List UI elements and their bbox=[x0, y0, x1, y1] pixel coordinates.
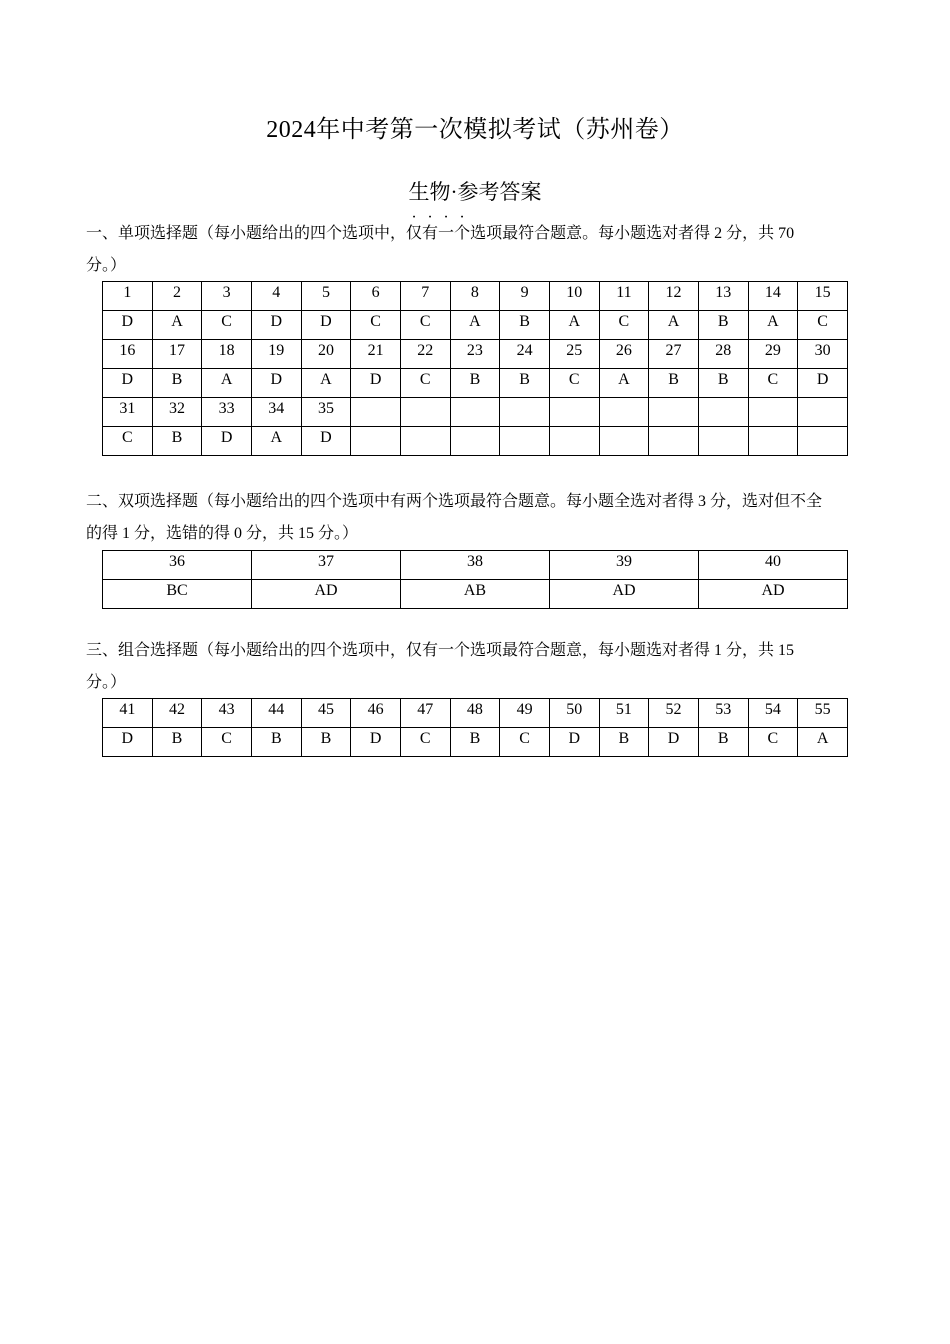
answer-cell: C bbox=[351, 311, 401, 340]
page-title: 2024年中考第一次模拟考试（苏州卷） bbox=[266, 117, 684, 143]
question-number-cell: 5 bbox=[301, 282, 351, 311]
question-number-cell: 31 bbox=[103, 398, 153, 427]
answer-cell: D bbox=[103, 369, 153, 398]
answer-cell: C bbox=[202, 311, 252, 340]
answer-cell: D bbox=[251, 311, 301, 340]
question-number-cell: 54 bbox=[748, 699, 798, 728]
question-number-cell: 23 bbox=[450, 340, 500, 369]
table-row bbox=[103, 311, 848, 340]
answer-cell: D bbox=[251, 369, 301, 398]
table-row bbox=[103, 551, 848, 580]
answer-cell: A bbox=[748, 311, 798, 340]
answer-cell: B bbox=[450, 369, 500, 398]
section-1-line-1: 一、单项选择题（每小题给出的四个选项中，仅有一个选项最符合题意。每小题选对者得 2 分，共 70 bbox=[86, 225, 795, 242]
question-number-cell bbox=[649, 398, 699, 427]
answer-cell: B bbox=[698, 311, 748, 340]
question-number-cell: 9 bbox=[500, 282, 550, 311]
answer-cell bbox=[549, 427, 599, 456]
answer-cell: D bbox=[798, 369, 848, 398]
question-number-cell: 49 bbox=[500, 699, 550, 728]
question-number-cell: 42 bbox=[152, 699, 202, 728]
question-number-cell: 45 bbox=[301, 699, 351, 728]
question-number-cell: 44 bbox=[251, 699, 301, 728]
answer-table-combination-choice bbox=[102, 698, 848, 757]
emphasis-char: 一 bbox=[438, 225, 455, 242]
answer-cell: B bbox=[500, 369, 550, 398]
answer-cell bbox=[351, 427, 401, 456]
answer-cell: AD bbox=[252, 580, 401, 609]
question-number-cell bbox=[450, 398, 500, 427]
answer-cell: D bbox=[351, 369, 401, 398]
section-2-instructions bbox=[86, 486, 876, 550]
question-number-cell: 53 bbox=[698, 699, 748, 728]
answer-cell: C bbox=[549, 369, 599, 398]
section-3-instructions bbox=[86, 635, 876, 699]
question-number-cell: 15 bbox=[798, 282, 848, 311]
section-2-line-2: 的得 1 分，选错的得 0 分，共 15 分。） bbox=[86, 525, 359, 542]
table-row bbox=[103, 340, 848, 369]
question-number-cell: 43 bbox=[202, 699, 252, 728]
question-number-cell: 37 bbox=[252, 551, 401, 580]
question-number-cell: 28 bbox=[698, 340, 748, 369]
answer-cell: C bbox=[748, 369, 798, 398]
question-number-cell: 32 bbox=[152, 398, 202, 427]
question-number-cell: 39 bbox=[550, 551, 699, 580]
answer-table-double-choice bbox=[102, 550, 848, 609]
emphasis-char: 仅 bbox=[406, 225, 423, 242]
question-number-cell: 1 bbox=[103, 282, 153, 311]
answer-cell: A bbox=[549, 311, 599, 340]
answer-cell: AD bbox=[699, 580, 848, 609]
answer-cell: B bbox=[698, 728, 748, 757]
table-row bbox=[103, 580, 848, 609]
answer-cell: D bbox=[103, 311, 153, 340]
answer-cell bbox=[798, 427, 848, 456]
answer-cell: D bbox=[301, 427, 351, 456]
question-number-cell: 41 bbox=[103, 699, 153, 728]
question-number-cell: 52 bbox=[649, 699, 699, 728]
emphasis-char: 个 bbox=[454, 225, 471, 242]
table-row bbox=[103, 427, 848, 456]
question-number-cell: 18 bbox=[202, 340, 252, 369]
section-3-line-2: 分。） bbox=[86, 674, 127, 691]
question-number-cell: 46 bbox=[351, 699, 401, 728]
answer-cell: C bbox=[748, 728, 798, 757]
question-number-cell: 25 bbox=[549, 340, 599, 369]
answer-cell bbox=[599, 427, 649, 456]
answer-cell: B bbox=[500, 311, 550, 340]
section-1-line-2: 分。） bbox=[86, 257, 127, 274]
question-number-cell: 2 bbox=[152, 282, 202, 311]
question-number-cell: 24 bbox=[500, 340, 550, 369]
answer-cell: B bbox=[649, 369, 699, 398]
answer-cell: B bbox=[152, 728, 202, 757]
question-number-cell: 38 bbox=[401, 551, 550, 580]
question-number-cell bbox=[549, 398, 599, 427]
question-number-cell: 20 bbox=[301, 340, 351, 369]
question-number-cell: 36 bbox=[103, 551, 252, 580]
question-number-cell bbox=[351, 398, 401, 427]
answer-cell: D bbox=[549, 728, 599, 757]
answer-cell: A bbox=[301, 369, 351, 398]
question-number-cell: 26 bbox=[599, 340, 649, 369]
answer-table-single-choice bbox=[102, 281, 848, 456]
question-number-cell: 14 bbox=[748, 282, 798, 311]
question-number-cell: 34 bbox=[251, 398, 301, 427]
question-number-cell: 35 bbox=[301, 398, 351, 427]
answer-cell: C bbox=[599, 311, 649, 340]
table-row bbox=[103, 728, 848, 757]
question-number-cell: 3 bbox=[202, 282, 252, 311]
question-number-cell: 48 bbox=[450, 699, 500, 728]
question-number-cell bbox=[599, 398, 649, 427]
question-number-cell bbox=[748, 398, 798, 427]
question-number-cell: 33 bbox=[202, 398, 252, 427]
answer-cell: A bbox=[450, 311, 500, 340]
question-number-cell: 12 bbox=[649, 282, 699, 311]
answer-cell bbox=[649, 427, 699, 456]
answer-cell bbox=[400, 427, 450, 456]
answer-cell: D bbox=[351, 728, 401, 757]
answer-cell: D bbox=[202, 427, 252, 456]
question-number-cell: 16 bbox=[103, 340, 153, 369]
question-number-cell: 50 bbox=[549, 699, 599, 728]
answer-cell: B bbox=[698, 369, 748, 398]
section-3-line-1: 三、组合选择题（每小题给出的四个选项中，仅有一个选项最符合题意，每小题选对者得 1 分，共 15 bbox=[86, 642, 795, 659]
answer-cell: A bbox=[798, 728, 848, 757]
answer-cell bbox=[748, 427, 798, 456]
table-row bbox=[103, 398, 848, 427]
answer-cell: D bbox=[649, 728, 699, 757]
question-number-cell: 6 bbox=[351, 282, 401, 311]
question-number-cell: 11 bbox=[599, 282, 649, 311]
question-number-cell: 27 bbox=[649, 340, 699, 369]
answer-cell: C bbox=[798, 311, 848, 340]
answer-cell: B bbox=[152, 427, 202, 456]
answer-cell bbox=[500, 427, 550, 456]
question-number-cell: 40 bbox=[699, 551, 848, 580]
question-number-cell: 29 bbox=[748, 340, 798, 369]
question-number-cell: 7 bbox=[400, 282, 450, 311]
question-number-cell bbox=[798, 398, 848, 427]
answer-cell: B bbox=[301, 728, 351, 757]
answer-cell: A bbox=[152, 311, 202, 340]
answer-cell: C bbox=[400, 728, 450, 757]
table-row bbox=[103, 282, 848, 311]
answer-cell: B bbox=[152, 369, 202, 398]
section-2-line-1: 二、双项选择题（每小题给出的四个选项中有两个选项最符合题意。每小题全选对者得 3 分，选对但不全 bbox=[86, 493, 823, 510]
answer-cell: D bbox=[301, 311, 351, 340]
answer-cell: A bbox=[251, 427, 301, 456]
answer-cell: B bbox=[251, 728, 301, 757]
answer-cell: C bbox=[500, 728, 550, 757]
question-number-cell: 47 bbox=[400, 699, 450, 728]
answer-cell: C bbox=[103, 427, 153, 456]
answer-cell: D bbox=[103, 728, 153, 757]
answer-cell bbox=[698, 427, 748, 456]
question-number-cell: 17 bbox=[152, 340, 202, 369]
answer-cell: AB bbox=[401, 580, 550, 609]
answer-cell: C bbox=[400, 311, 450, 340]
page-subtitle: 生物·参考答案 bbox=[408, 180, 542, 204]
answer-cell: A bbox=[649, 311, 699, 340]
section-1-instructions bbox=[86, 218, 876, 282]
question-number-cell: 51 bbox=[599, 699, 649, 728]
question-number-cell bbox=[400, 398, 450, 427]
question-number-cell bbox=[698, 398, 748, 427]
answer-cell: A bbox=[599, 369, 649, 398]
question-number-cell: 19 bbox=[251, 340, 301, 369]
answer-cell: C bbox=[202, 728, 252, 757]
emphasis-char: 有 bbox=[422, 225, 439, 242]
question-number-cell: 13 bbox=[698, 282, 748, 311]
question-number-cell: 4 bbox=[251, 282, 301, 311]
question-number-cell bbox=[500, 398, 550, 427]
question-number-cell: 10 bbox=[549, 282, 599, 311]
question-number-cell: 8 bbox=[450, 282, 500, 311]
answer-cell: A bbox=[202, 369, 252, 398]
table-row bbox=[103, 699, 848, 728]
answer-cell: BC bbox=[103, 580, 252, 609]
answer-cell bbox=[450, 427, 500, 456]
question-number-cell: 30 bbox=[798, 340, 848, 369]
question-number-cell: 22 bbox=[400, 340, 450, 369]
question-number-cell: 55 bbox=[798, 699, 848, 728]
table-row bbox=[103, 369, 848, 398]
question-number-cell: 21 bbox=[351, 340, 401, 369]
answer-cell: C bbox=[400, 369, 450, 398]
answer-cell: B bbox=[599, 728, 649, 757]
answer-cell: AD bbox=[550, 580, 699, 609]
answer-cell: B bbox=[450, 728, 500, 757]
